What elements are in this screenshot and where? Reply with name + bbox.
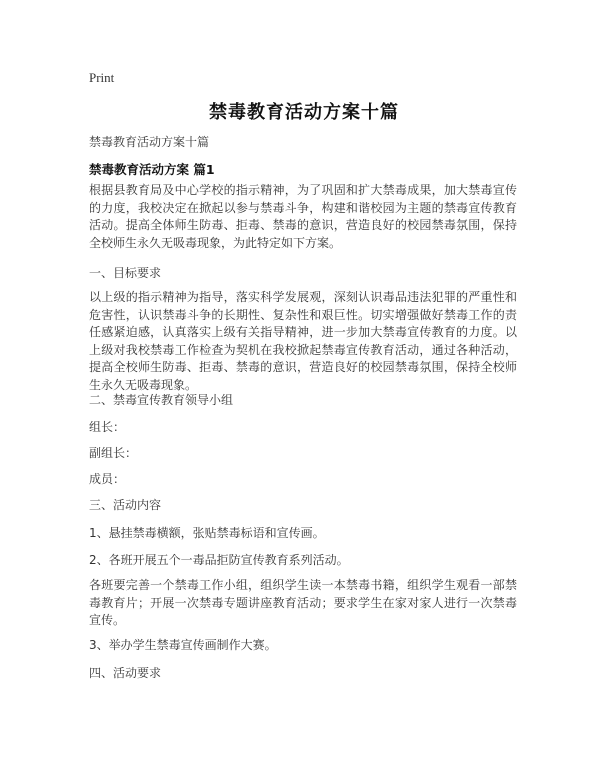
activity-item-2-detail: 各班要完善一个禁毒工作小组，组织学生读一本禁毒书籍，组织学生观看一部禁毒教育片；开展一次禁毒专题讲座教育活动；要求学生在家对家人进行一次禁毒宣传。	[89, 578, 517, 627]
heading-requirements: 四、活动要求	[89, 666, 162, 680]
heading-leadership-group: 二、禁毒宣传教育领导小组	[89, 393, 234, 407]
member-label: 成员：	[89, 472, 126, 486]
heading-activities: 三、活动内容	[89, 498, 162, 512]
document-title: 禁毒教育活动方案十篇	[209, 102, 399, 123]
goals-paragraph: 以上级的指示精神为指导，落实科学发展观，深刻认识毒品违法犯罪的严重性和危害性，认识禁毒斗争的长期性、复杂性和艰巨性。切实增强做好禁毒工作的责任感紧迫感，认真落实上级有关指导精神，进一步加大禁毒宣传教育的力度。以上级对我校禁毒工作检查为契机在我校掀起禁毒宣传教育活动，通过各种活动，提高全校师生防毒、拒毒、禁毒的意识，营造良好的校园禁毒氛围，保持全校师生永久无吸毒现象。	[89, 290, 517, 392]
activity-item-2: 2、各班开展五个一毒品拒防宣传教育系列活动。	[89, 553, 349, 567]
leader-label: 组长：	[89, 420, 126, 434]
intro-paragraph: 根据县教育局及中心学校的指示精神，为了巩固和扩大禁毒成果，加大禁毒宣传的力度，我校决定在掀起以参与禁毒斗争，构建和谐校园为主题的禁毒宣传教育活动。提高全体师生防毒、拒毒、禁毒的意识，营造良好的校园禁毒氛围，保持全校师生永久无吸毒现象，为此特定如下方案。	[89, 183, 517, 250]
activity-item-1: 1、悬挂禁毒横额，张贴禁毒标语和宣传画。	[89, 526, 325, 540]
vice-leader-label: 副组长：	[89, 446, 138, 460]
section-title: 禁毒教育活动方案 篇1	[89, 162, 215, 177]
print-label[interactable]: Print	[89, 70, 115, 85]
document-subtitle: 禁毒教育活动方案十篇	[89, 135, 210, 149]
activity-item-3: 3、举办学生禁毒宣传画制作大赛。	[89, 638, 277, 652]
heading-goals: 一、目标要求	[89, 266, 162, 280]
